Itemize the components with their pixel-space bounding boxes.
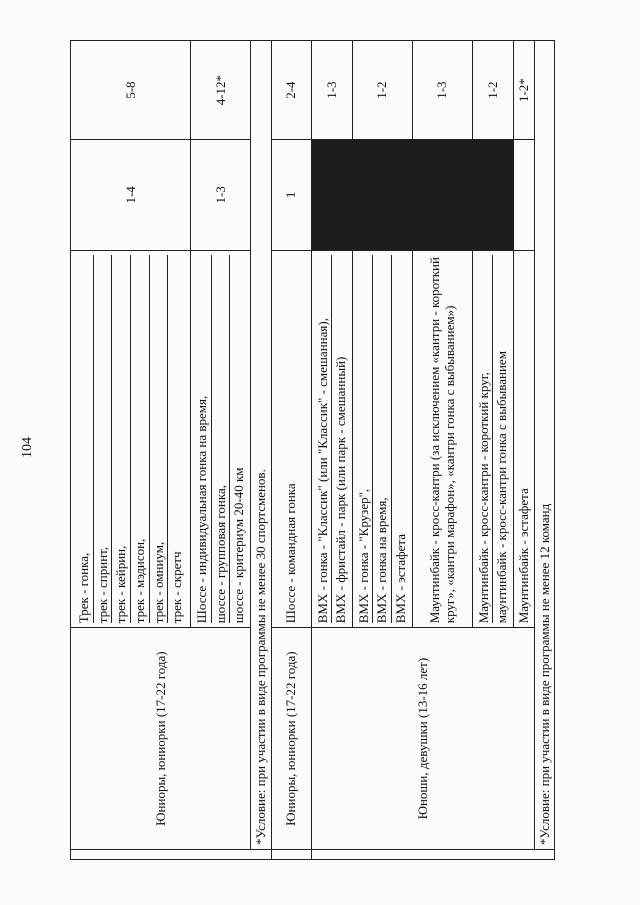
count-cell: 5-8 xyxy=(71,41,191,140)
discipline-line: трек - спринт, xyxy=(94,255,113,624)
disciplines-cell: Маунтинбайк - эстафета xyxy=(513,250,534,628)
count-cell: 1-3 xyxy=(412,41,472,140)
disciplines-cell: Маунтинбайк - кросс-кантри (за исключением «кантри - короткий круг», «кантри марафон», «кантри гонка с выбыванием») xyxy=(412,250,472,628)
discipline-line: маунтинбайк - кросс-кантри гонка с выбыванием xyxy=(494,351,510,624)
note-cell: *Условие: при участии в виде программы не менее 30 спортсменов. xyxy=(251,41,272,850)
group-cell: Юниоры, юниорки (17-22 года) xyxy=(71,628,251,850)
discipline-line: шоссе - критериум 20-40 км xyxy=(231,467,247,624)
note-cell: *Условие: при участии в виде программы не менее 12 команд xyxy=(534,41,555,850)
discipline-line: ВМХ - фристайл - парк (или парк - смешанный) xyxy=(333,356,349,624)
competition-table xyxy=(70,40,555,860)
discipline-line: трек - мэдисон, xyxy=(131,255,150,624)
count-cell: 1-2* xyxy=(513,41,534,140)
disciplines-cell xyxy=(311,250,352,628)
empty-cell xyxy=(311,849,555,859)
discipline-line: ВМХ - эстафета xyxy=(393,534,409,624)
discipline-line: ВМХ - гонка на время, xyxy=(373,255,392,624)
count-cell: 1-3 xyxy=(311,41,352,140)
page-number: 104 xyxy=(20,437,35,458)
table-row xyxy=(71,41,191,860)
disciplines-cell: Шоссе - командная гонка xyxy=(271,250,311,628)
discipline-line: трек - скретч xyxy=(169,551,185,624)
empty-cell xyxy=(513,140,534,250)
discipline-line: Трек - гонка, xyxy=(75,255,94,624)
table-row xyxy=(534,41,555,860)
disciplines-cell xyxy=(191,250,251,628)
rotated-table-container xyxy=(70,40,552,860)
disciplines-cell xyxy=(352,250,412,628)
count-cell: 4-12* xyxy=(191,41,251,140)
discipline-line: ВМХ - гонка - "Классик" (или "Классик" - смешанная), xyxy=(314,255,333,624)
count-cell: 1-2 xyxy=(472,41,513,140)
discipline-line: Маунтинбайк - кросс-кантри - короткий круг, xyxy=(475,255,494,624)
disciplines-cell xyxy=(472,250,513,628)
count-cell: 1-2 xyxy=(352,41,412,140)
discipline-line: шоссе - групповая гонка, xyxy=(212,255,231,624)
discipline-line: трек - омниум, xyxy=(150,255,169,624)
discipline-line: ВМХ - гонка - "Крузер", xyxy=(355,255,374,624)
empty-cell xyxy=(71,849,272,859)
group-cell: Юниоры, юниорки (17-22 года) xyxy=(271,628,311,850)
age-cell: 1 xyxy=(271,140,311,250)
discipline-line: Шоссе - индивидуальная гонка на время, xyxy=(193,255,212,624)
count-cell: 2-4 xyxy=(271,41,311,140)
table-row xyxy=(251,41,272,860)
table-row xyxy=(271,41,311,860)
group-cell: Юноши, девушки (13-16 лет) xyxy=(311,628,534,850)
disciplines-cell xyxy=(71,250,191,628)
discipline-line: трек - кейрин, xyxy=(112,255,131,624)
shaded-cell xyxy=(311,140,513,250)
age-cell: 1-4 xyxy=(71,140,191,250)
empty-cell xyxy=(271,849,311,859)
age-cell: 1-3 xyxy=(191,140,251,250)
table-row xyxy=(311,41,352,860)
